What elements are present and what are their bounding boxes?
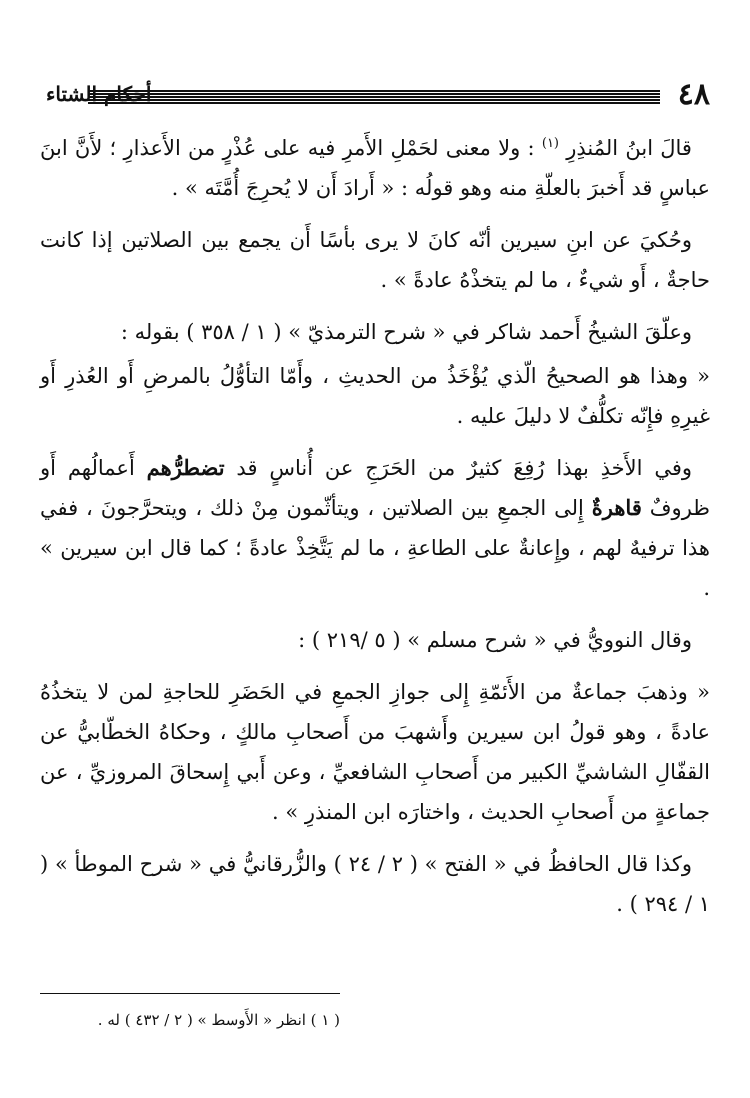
- paragraph-5-c: أَعمالُهم أَو ظروفٌ: [40, 456, 710, 520]
- paragraph-6: وقال النوويُّ في « شرح مسلم » ( ٥ /٢١٩ ) :: [298, 628, 692, 652]
- paragraph-1-rest: : ولا معنى لحَمْلِ الأَمرِ فيه على عُذْرٍ من الأَعذارِ ؛ لأَنَّ ابنَ عباسٍ قد أَخبرَ بالعلّةِ منه وهو قولُه : « أَرادَ أَن لا يُحرِجَ أُمَّتَه » .: [40, 136, 710, 200]
- paragraph-8: وكذا قال الحافظُ في « الفتح » ( ٢ / ٢٤ ) والزُّرقانيُّ في « شرح الموطأ » ( ١ / ٢٩٤ ) .: [40, 852, 710, 916]
- paragraph-4: « وهذا هو الصحيحُ الّذي يُؤْخَذُ من الحديثِ ، وأَمّا التأوُّلُ بالمرضِ أَو العُذرِ أَو غيرِهِ فإِنّه تكلُّفٌ لا دليلَ عليه .: [40, 364, 710, 428]
- footnote: ( ١ ) انظر « الأَوسط » ( ٢ / ٤٣٢ ) له .: [97, 1011, 340, 1029]
- paragraph-5: [40, 448, 710, 608]
- paragraph-5-a: وفي الأَخذِ بهذا رُفِعَ كثيرٌ من الحَرَجِ عن أُناسٍ قد: [236, 456, 692, 480]
- paragraph-1: [40, 128, 710, 208]
- paragraph-7: « وذهبَ جماعةٌ من الأَئمّةِ إِلى جوازِ الجمعِ في الحَضَرِ للحاجةِ لمن لا يتخذُهُ عادةً ، وهو قولُ ابن سيرين وأَشهبَ من أَصحابِ مالكٍ ، وحكاهُ الخطّابيُّ عن القفّالِ الشاشيِّ الكبير من أَصحابِ الشافعيِّ ، وعن أَبي إِسحاقَ المروزيِّ ، عن جماعةٍ من أَصحابِ الحديث ، واختارَه ابن المنذرِ » .: [40, 680, 710, 824]
- paragraph-5-e: إِلى الجمعِ بين الصلاتين ، ويتأثّمون مِنْ ذلك ، ويتحرَّجونَ ، ففي هذا ترفيهٌ لهم ، وإِعانةٌ على الطاعةِ ، ما لم يَتَّخِذْ عادةً ؛ كما قال ابن سيرين » .: [40, 496, 711, 600]
- paragraph-5-bold-1: تضطرُّهم: [146, 455, 225, 480]
- paragraph-2: وحُكيَ عن ابنِ سيرين أنّه كانَ لا يرى بأسًا أَن يجمع بين الصلاتين إذا كانت حاجةٌ ، أَو شيءٌ ، ما لم يتخذْهُ عادةً » .: [40, 228, 710, 292]
- footnote-ref: (١): [541, 136, 559, 151]
- page-number: ٤٨: [677, 77, 710, 112]
- running-title: أحكام الشتاء: [46, 82, 152, 106]
- paragraph-5-bold-2: قاهرةٌ: [591, 495, 642, 520]
- paragraph-1-start: قالَ ابنُ المُنذِرِ: [566, 136, 692, 160]
- footnote-rule: [40, 993, 340, 994]
- main-text: [40, 128, 710, 936]
- paragraph-3: وعلّقَ الشيخُ أَحمد شاكر في « شرح الترمذيّ » ( ١ / ٣٥٨ ) بقوله :: [120, 320, 692, 344]
- page-header: [0, 76, 750, 116]
